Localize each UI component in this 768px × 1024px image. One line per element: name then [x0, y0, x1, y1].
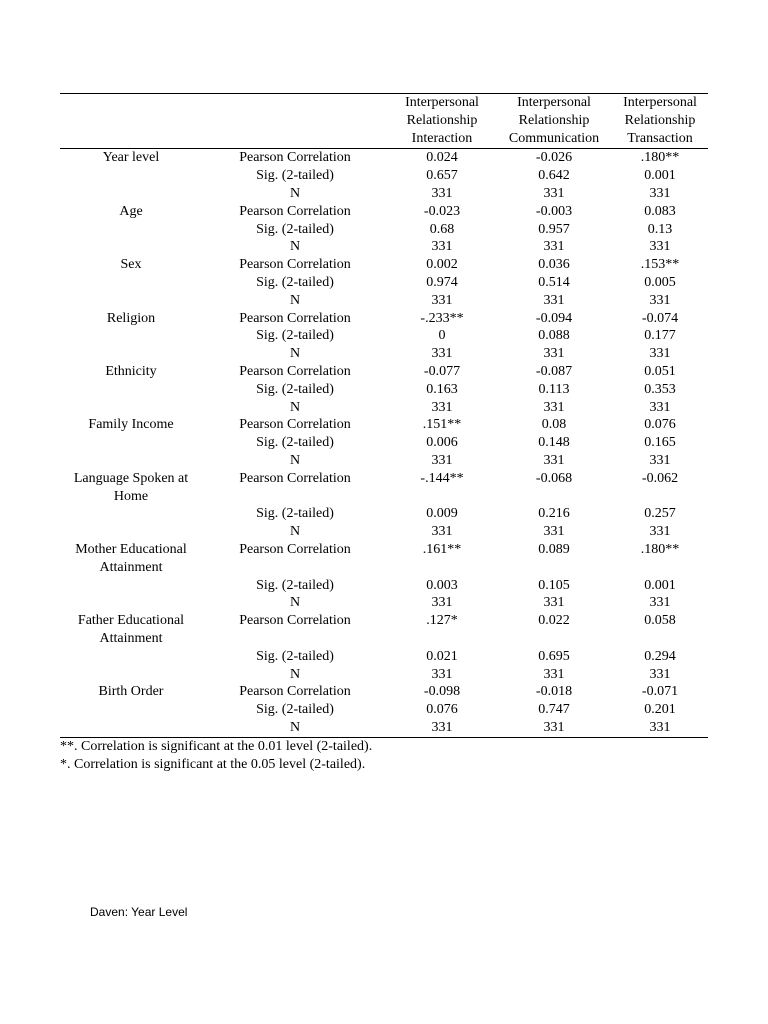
table-row — [60, 505, 708, 523]
communication-value-cell: 331 — [543, 595, 565, 611]
table-row — [60, 666, 708, 684]
transaction-value-cell: 331 — [649, 292, 671, 308]
transaction-value-cell: 0.001 — [644, 577, 676, 593]
communication-value-cell: 0.022 — [538, 613, 570, 629]
statistic-cell: Sig. (2-tailed) — [256, 702, 334, 718]
statistic-cell: Pearson Correlation — [239, 684, 351, 700]
statistic-cell: Pearson Correlation — [239, 203, 351, 219]
statistic-cell: Pearson Correlation — [239, 310, 351, 326]
transaction-value-cell: 0.058 — [644, 613, 676, 629]
correlation-table — [60, 93, 708, 738]
header-transaction — [612, 94, 708, 149]
communication-value-cell: 331 — [543, 185, 565, 201]
table-header — [60, 94, 708, 149]
header-variable — [60, 94, 202, 149]
communication-value-cell: 0.089 — [538, 541, 570, 557]
variable-empty-cell — [60, 292, 202, 310]
variable-name-cell: Family Income — [88, 417, 174, 433]
interaction-value-cell: 0.68 — [429, 221, 455, 237]
statistic-cell: N — [289, 399, 301, 415]
communication-value-cell: 331 — [543, 524, 565, 540]
table-row — [60, 719, 708, 737]
transaction-value-cell: 0.201 — [644, 702, 676, 718]
variable-empty-cell — [60, 666, 202, 684]
statistic-cell: N — [289, 452, 301, 468]
table-notes — [60, 738, 372, 774]
communication-value-cell: 0.695 — [538, 648, 570, 664]
transaction-value-cell: -0.074 — [641, 310, 679, 326]
transaction-value-cell: 331 — [649, 595, 671, 611]
communication-value-cell: 331 — [543, 292, 565, 308]
communication-value-cell: 331 — [496, 719, 612, 737]
interaction-value-cell: 0.024 — [426, 150, 458, 166]
communication-value-cell: 331 — [543, 239, 565, 255]
statistic-cell: Sig. (2-tailed) — [256, 168, 334, 184]
variable-name-cell: Mother Educational Attainment — [75, 541, 187, 575]
interaction-value-cell: .151** — [422, 417, 462, 433]
variable-name-cell: Birth Order — [98, 684, 164, 700]
variable-empty-cell — [60, 523, 202, 541]
interaction-value-cell: 0.009 — [426, 506, 458, 522]
interaction-value-cell: -.144** — [420, 470, 464, 486]
communication-value-cell: 0.148 — [538, 435, 570, 451]
statistic-cell: Sig. (2-tailed) — [256, 274, 334, 290]
communication-value-cell: 0.747 — [538, 702, 570, 718]
communication-value-cell: 331 — [543, 666, 565, 682]
transaction-value-cell: 0.353 — [644, 381, 676, 397]
interaction-value-cell: 0.163 — [426, 381, 458, 397]
transaction-value-cell: 331 — [649, 524, 671, 540]
transaction-value-cell: 331 — [649, 346, 671, 362]
interaction-value-cell: 331 — [431, 239, 453, 255]
statistic-cell: Sig. (2-tailed) — [256, 381, 334, 397]
communication-value-cell: 331 — [543, 399, 565, 415]
interaction-value-cell: 331 — [431, 524, 453, 540]
variable-name-cell: Age — [119, 203, 143, 219]
table-row — [60, 292, 708, 310]
transaction-value-cell: -0.062 — [641, 470, 679, 486]
table-row — [60, 185, 708, 203]
communication-value-cell: -0.026 — [535, 150, 573, 166]
variable-empty-cell — [60, 327, 202, 345]
table-row — [60, 577, 708, 595]
interaction-value-cell: -0.023 — [423, 203, 461, 219]
transaction-value-cell: 0.076 — [644, 417, 676, 433]
transaction-value-cell: 331 — [649, 452, 671, 468]
statistic-cell: N — [289, 185, 301, 201]
interaction-value-cell: 0 — [438, 328, 446, 344]
interaction-value-cell: -0.098 — [423, 684, 461, 700]
header-interaction-label: Interpersonal Relationship Interaction — [405, 95, 479, 146]
transaction-value-cell: 331 — [612, 719, 708, 737]
statistic-cell: Sig. (2-tailed) — [256, 506, 334, 522]
transaction-value-cell: .180** — [640, 150, 680, 166]
transaction-value-cell: 331 — [649, 185, 671, 201]
variable-empty-cell — [60, 648, 202, 666]
table-row — [60, 256, 708, 274]
variable-empty-cell — [60, 452, 202, 470]
communication-value-cell: -0.003 — [535, 203, 573, 219]
variable-name-cell: Father Educational Attainment — [77, 613, 185, 646]
interaction-value-cell: 0.003 — [426, 577, 458, 593]
table-row — [60, 221, 708, 239]
interaction-value-cell: 331 — [431, 595, 453, 611]
table-row — [60, 345, 708, 363]
variable-empty-cell — [60, 577, 202, 595]
variable-empty-cell — [60, 238, 202, 256]
interaction-value-cell: 331 — [431, 452, 453, 468]
interaction-value-cell: .127* — [426, 613, 458, 629]
table-row — [60, 310, 708, 328]
table-row — [60, 416, 708, 434]
header-statistic — [202, 94, 388, 149]
transaction-value-cell: 0.294 — [644, 648, 676, 664]
transaction-value-cell: 0.005 — [644, 274, 676, 290]
communication-value-cell: 0.08 — [541, 417, 567, 433]
interaction-value-cell: -.233** — [420, 310, 464, 326]
interaction-value-cell: .161** — [422, 541, 462, 557]
table-row — [60, 399, 708, 417]
header-communication-label: Interpersonal Relationship Communication — [508, 95, 600, 146]
note-001-level: **. Correlation is significant at the 0.01 level (2-tailed). — [60, 739, 373, 754]
communication-value-cell: -0.087 — [535, 363, 573, 379]
communication-value-cell: 0.088 — [538, 328, 570, 344]
interaction-value-cell: 331 — [388, 719, 496, 737]
communication-value-cell: 0.514 — [538, 274, 570, 290]
table-row — [60, 363, 708, 381]
communication-value-cell: 0.642 — [538, 168, 570, 184]
transaction-value-cell: 0.001 — [644, 168, 676, 184]
statistic-cell: Pearson Correlation — [239, 417, 351, 433]
table-row — [60, 541, 708, 577]
interaction-value-cell: 0.076 — [426, 702, 458, 718]
interaction-value-cell: 331 — [431, 399, 453, 415]
variable-name-cell: Ethnicity — [105, 363, 157, 379]
variable-empty-cell — [60, 167, 202, 185]
transaction-value-cell: 0.083 — [644, 203, 676, 219]
transaction-value-cell: 0.257 — [644, 506, 676, 522]
table-row — [60, 203, 708, 221]
statistic-cell: Sig. (2-tailed) — [256, 648, 334, 664]
statistic-cell: N — [202, 719, 388, 737]
variable-name-cell: Sex — [120, 257, 142, 273]
header-interaction — [388, 94, 496, 149]
interaction-value-cell: 0.657 — [426, 168, 458, 184]
variable-name-cell: Language Spoken at Home — [73, 470, 189, 504]
transaction-value-cell: 331 — [649, 399, 671, 415]
table-row — [60, 327, 708, 345]
communication-value-cell: 0.216 — [538, 506, 570, 522]
transaction-value-cell: 331 — [649, 666, 671, 682]
variable-empty-cell — [60, 221, 202, 239]
variable-empty-cell — [60, 505, 202, 523]
statistic-cell: N — [289, 346, 301, 362]
statistic-cell: Pearson Correlation — [239, 150, 351, 166]
table-row — [60, 238, 708, 256]
communication-value-cell: 0.036 — [538, 257, 570, 273]
table-row — [60, 523, 708, 541]
table-row — [60, 594, 708, 612]
communication-value-cell: 0.957 — [538, 221, 570, 237]
variable-empty-cell — [60, 701, 202, 719]
transaction-value-cell: 0.13 — [647, 221, 673, 237]
interaction-value-cell: 331 — [431, 346, 453, 362]
table-row — [60, 648, 708, 666]
table-body — [60, 149, 708, 737]
table-row — [60, 434, 708, 452]
communication-value-cell: 0.113 — [538, 381, 570, 397]
transaction-value-cell: -0.071 — [641, 684, 679, 700]
transaction-value-cell: 0.165 — [644, 435, 676, 451]
table-row — [60, 683, 708, 701]
table-row — [60, 381, 708, 399]
table-row — [60, 470, 708, 506]
variable-empty-cell — [60, 719, 202, 737]
header-row — [60, 94, 708, 149]
table-row — [60, 612, 708, 648]
correlation-table-container — [60, 93, 708, 738]
variable-empty-cell — [60, 345, 202, 363]
interaction-value-cell: 331 — [431, 185, 453, 201]
statistic-cell: Pearson Correlation — [239, 613, 351, 629]
statistic-cell: N — [289, 595, 301, 611]
communication-value-cell: -0.068 — [535, 470, 573, 486]
statistic-cell: Sig. (2-tailed) — [256, 577, 334, 593]
transaction-value-cell: 0.177 — [644, 328, 676, 344]
statistic-cell: Sig. (2-tailed) — [256, 435, 334, 451]
note-005-level: *. Correlation is significant at the 0.05 level (2-tailed). — [60, 757, 366, 772]
statistic-cell: N — [289, 524, 301, 540]
statistic-cell: Pearson Correlation — [239, 541, 351, 557]
table-row — [60, 701, 708, 719]
statistic-cell: Pearson Correlation — [239, 363, 351, 379]
communication-value-cell: 0.105 — [538, 577, 570, 593]
interaction-value-cell: 0.021 — [426, 648, 458, 664]
statistic-cell: Sig. (2-tailed) — [256, 328, 334, 344]
statistic-cell: N — [289, 292, 301, 308]
statistic-cell: Pearson Correlation — [239, 257, 351, 273]
table-row — [60, 149, 708, 167]
header-transaction-label: Interpersonal Relationship Transaction — [623, 95, 697, 146]
communication-value-cell: -0.018 — [535, 684, 573, 700]
variable-name-cell: Religion — [106, 310, 156, 326]
transaction-value-cell: .153** — [640, 257, 680, 273]
variable-empty-cell — [60, 381, 202, 399]
statistic-cell: Sig. (2-tailed) — [256, 221, 334, 237]
interaction-value-cell: 331 — [431, 292, 453, 308]
interaction-value-cell: -0.077 — [423, 363, 461, 379]
interaction-value-cell: 0.002 — [426, 257, 458, 273]
interaction-value-cell: 0.974 — [426, 274, 458, 290]
interaction-value-cell: 331 — [431, 666, 453, 682]
transaction-value-cell: 331 — [649, 239, 671, 255]
statistic-cell: Pearson Correlation — [239, 470, 351, 486]
variable-empty-cell — [60, 274, 202, 292]
variable-empty-cell — [60, 399, 202, 417]
header-communication — [496, 94, 612, 149]
transaction-value-cell: 0.051 — [644, 363, 676, 379]
statistic-cell: N — [289, 666, 301, 682]
communication-value-cell: 331 — [543, 452, 565, 468]
footer-label: Daven: Year Level — [90, 905, 188, 919]
variable-empty-cell — [60, 185, 202, 203]
table-row — [60, 167, 708, 185]
transaction-value-cell: .180** — [640, 541, 680, 557]
variable-empty-cell — [60, 594, 202, 612]
table-row — [60, 452, 708, 470]
communication-value-cell: -0.094 — [535, 310, 573, 326]
table-row — [60, 274, 708, 292]
statistic-cell: N — [289, 239, 301, 255]
interaction-value-cell: 0.006 — [426, 435, 458, 451]
variable-name-cell: Year level — [102, 150, 160, 166]
communication-value-cell: 331 — [543, 346, 565, 362]
variable-empty-cell — [60, 434, 202, 452]
